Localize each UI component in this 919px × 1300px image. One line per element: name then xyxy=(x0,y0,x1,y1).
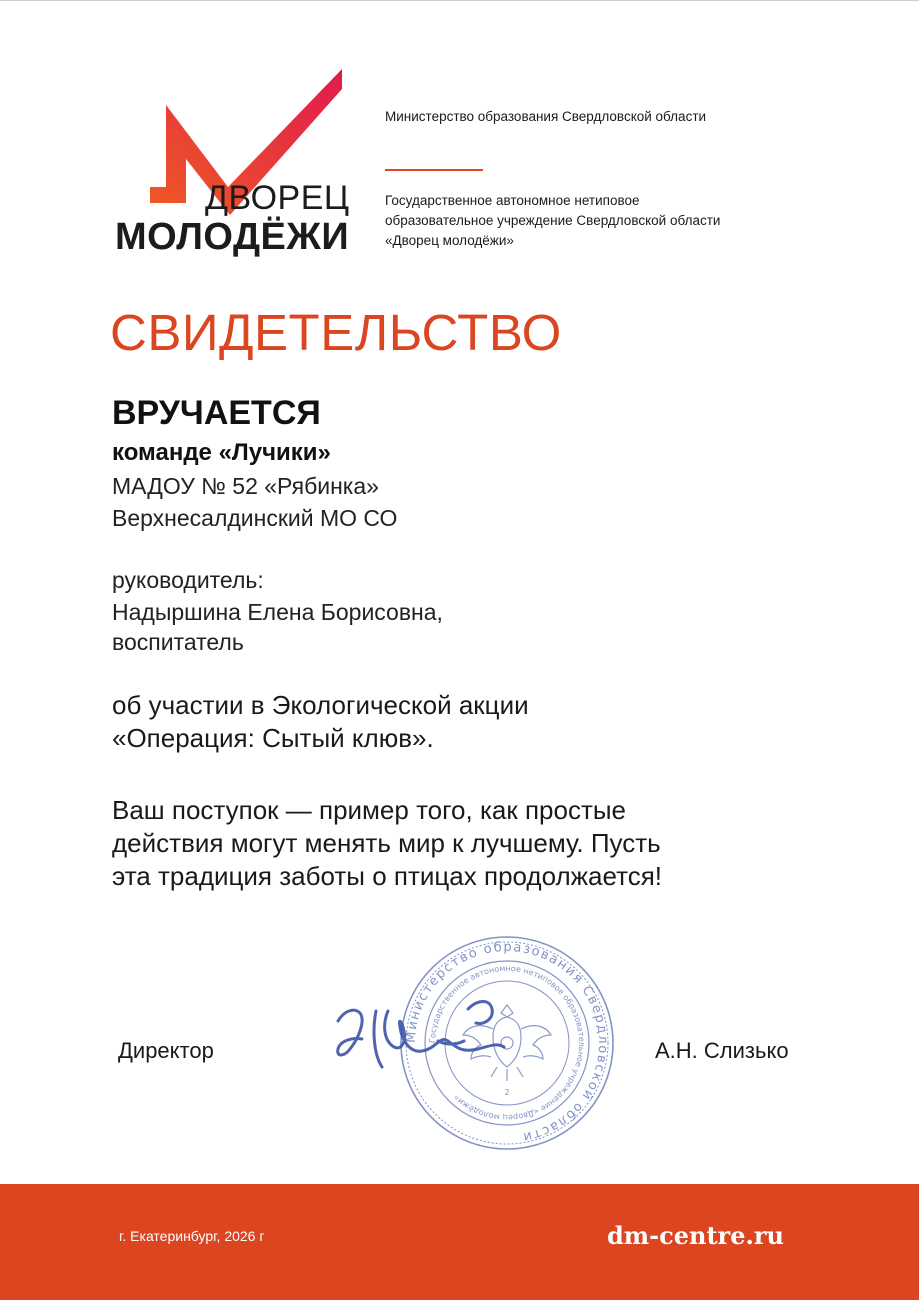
school-name: МАДОУ № 52 «Рябинка» xyxy=(112,473,379,499)
awarded-heading: ВРУЧАЕТСЯ xyxy=(112,394,321,432)
footer-bar xyxy=(0,1184,919,1300)
footer-website-link[interactable]: dm-centre.ru xyxy=(607,1221,784,1250)
org-line: образовательное учреждение Свердловской области xyxy=(385,213,721,228)
leader-position: воспитатель xyxy=(112,629,244,655)
logo-line2: МОЛОДЁЖИ xyxy=(115,216,350,258)
participation-text xyxy=(112,689,529,755)
org-line: «Дворец молодёжи» xyxy=(385,233,514,248)
message-text xyxy=(112,794,662,893)
director-name: А.Н. Слизько xyxy=(655,1038,789,1063)
svg-text:Государственное автономное нет: Государственное автономное нетиповое образовательное учреждение «Дворец молодёжи» xyxy=(427,963,587,1123)
participation-line: об участии в Экологической акции xyxy=(112,690,529,720)
footer-city-date: г. Екатеринбург, 2026 г xyxy=(119,1228,265,1244)
svg-text:2: 2 xyxy=(504,1088,510,1097)
svg-text:Министерство образования Сверд: Министерство образования Свердловской области xyxy=(403,939,611,1145)
leader-name: Надыршина Елена Борисовна, xyxy=(112,599,443,625)
team-name: команде «Лучики» xyxy=(112,439,331,466)
leader-label: руководитель: xyxy=(112,567,264,593)
message-line: действия могут менять мир к лучшему. Пусть xyxy=(112,828,661,858)
district-name: Верхнесалдинский МО СО xyxy=(112,505,398,531)
signature-icon xyxy=(318,981,548,1091)
organization-name xyxy=(385,191,720,251)
logo-line1: ДВОРЕЦ xyxy=(205,179,350,217)
org-line: Государственное автономное нетиповое xyxy=(385,193,640,208)
ministry-name: Министерство образования Свердловской области xyxy=(385,109,707,124)
header-divider xyxy=(385,169,483,171)
message-line: эта традиция заботы о птицах продолжается! xyxy=(112,861,663,891)
document-title: СВИДЕТЕЛЬСТВО xyxy=(110,304,562,361)
message-line: Ваш поступок — пример того, как простые xyxy=(112,795,627,825)
director-label: Директор xyxy=(118,1038,214,1063)
participation-line: «Операция: Сытый клюв». xyxy=(112,723,434,753)
